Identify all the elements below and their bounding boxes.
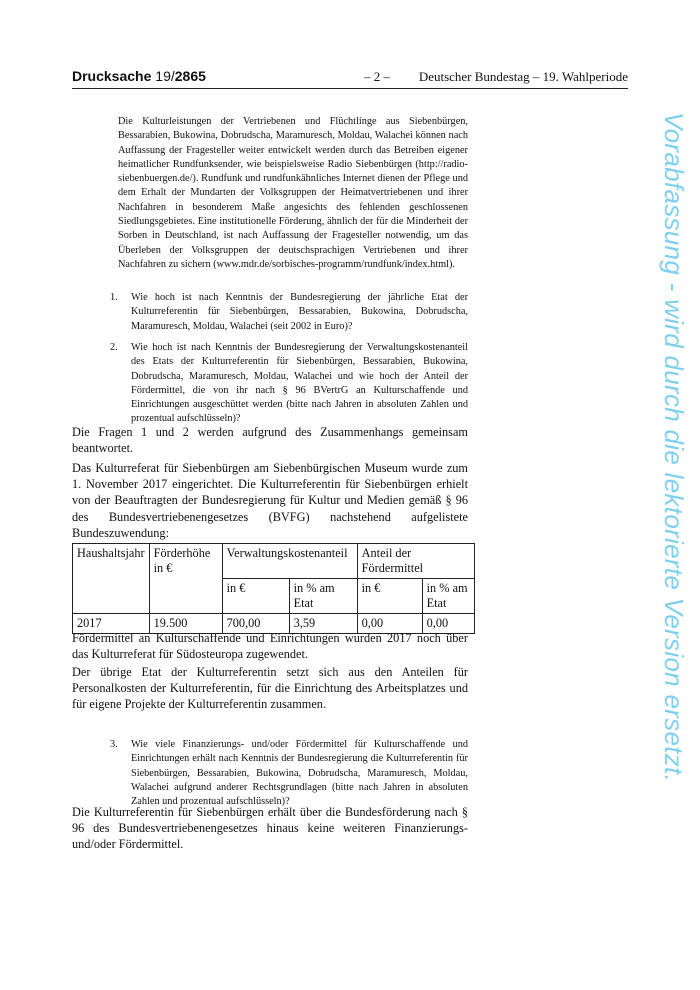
question-2 [110,341,468,427]
table-cell: 2017 [73,614,150,634]
question-text: Wie hoch ist nach Kenntnis der Bundesregierung der jährliche Etat der Kulturreferentin für Siebenbürgen, Bessarabien, Bukowina, Dobrudscha, Maramuresch, Moldau, Walachei (seit 2002 in Euro)? [131,292,468,332]
table-subheader-cell: in € [222,579,289,614]
answer-paragraph: Die Kulturreferentin für Siebenbürgen erhält über die Bundesförderung nach § 96 des Bundesvertriebenengesetzes hinaus keine weiteren Finanzierungs- und/oder Fördermittel. [72,805,468,852]
table-cell: 19.500 [149,614,222,634]
answer-paragraph: Fördermittel an Kulturschaffende und Einrichtungen wurden 2017 noch über das Kulturreferat für Südosteuropa zugewendet. [72,631,468,662]
table-cell: 0,00 [357,614,422,634]
question-1 [110,291,468,334]
table-subheader-cell: in % am Etat [422,579,474,614]
table-cell: 700,00 [222,614,289,634]
table-header-cell: Verwaltungskostenanteil [222,544,357,579]
question-text: Wie viele Finanzierungs- und/oder Fördermittel für Kulturschaffende und Einrichtungen erhält nach Kenntnis der Bundesregierung die Kulturreferentin für Siebenbürgen, Bessarabien, Bukowina, Dobrudscha, Maramuresch, Moldau, Walachei aufgrund anderer Rechtsgrundlagen (bitte nach Jahren in absoluten Zahlen und prozentual aufschlüsseln)? [131,739,468,808]
table-subheader-cell: in € [357,579,422,614]
table-subheader-cell: in % am Etat [289,579,357,614]
table-cell: 0,00 [422,614,474,634]
document-number: Drucksache 19/2865 [72,68,206,84]
page-number: – 2 – [364,69,390,84]
table-cell: 3,59 [289,614,357,634]
answer-paragraph: Die Fragen 1 und 2 werden aufgrund des Zusammenhangs gemeinsam beantwortet. [72,425,468,456]
table-header-cell: Anteil der Fördermittel [357,544,474,579]
funding-table [72,543,475,634]
parliament-period: Deutscher Bundestag – 19. Wahlperiode [418,69,628,84]
table-header-cell: Haushaltsjahr [73,544,150,614]
answer-paragraph: Das Kulturreferat für Siebenbürgen am Siebenbürgischen Museum wurde zum 1. November 2017 eingerichtet. Die Kulturreferentin für Siebenbürgen erhielt von der Beauftragten der Bundesregierung für Kultur und Medien gemäß § 96 des Bundesvertriebenengesetzes (BVFG) nachstehend aufgelistete Bundeszuwendung: [72,461,468,540]
question-text: Wie hoch ist nach Kenntnis der Bundesregierung der Verwaltungskostenanteil des Etats der Kulturreferentin für Siebenbürgen, Bessarabien, Bukowina, Dobrudscha, Maramuresch, Moldau, Walachei und wie hoch der Anteil der Fördermittel, die von ihr nach § 96 BVertrG an Kulturschaffende und Einrichtungen ausgeschüttet werden (bitte nach Jahren in absoluten Zahlen und prozentual aufschlüsseln)? [131,342,468,425]
answer-paragraph: Der übrige Etat der Kulturreferentin setzt sich aus den Anteilen für Personalkosten der Kulturreferentin, für die Einrichtung des Arbeitsplatzes und für eigene Projekte der Kulturreferentin zusammen. [72,665,468,712]
intro-paragraph: Die Kulturleistungen der Vertriebenen und Flüchtlinge aus Siebenbürgen, Bessarabien, Bukowina, Dobrudscha, Maramuresch, Moldau, Walachei können nach Auffassung der Fragesteller weiter entwickelt werden durch das Betreiben eigener heimatlicher Rundfunksender, wie beispielsweise Radio Siebenbürgen (http://radio-siebenbuergen.de/). Rundfunk und rundfunkähnliches Internet dienen der Pflege und dem Erhalt der Mundarten der Volksgruppen der Heimatvertriebenen und ihrer Nachfahren in besonderem Maße angesichts des fehlenden geschlossenen Siedlungsgebietes. Eine institutionelle Förderung, ähnlich der für die Minderheit der Sorben in Deutschland, ist nach Auffassung der Fragesteller notwendig, um das Überleben der Volksgruppen der deutschsprachigen Vertriebenen und ihrer Nachfahren zu sichern (www.mdr.de/sorbisches-programm/rundfunk/index.html). [118,116,468,270]
question-number: 2. [110,342,118,353]
page-header [72,68,628,89]
question-number: 1. [110,292,118,303]
question-3 [110,738,468,809]
draft-watermark: Vorabfassung - wird durch die lektorierte Version ersetzt. [659,112,689,783]
question-number: 3. [110,739,118,750]
table-header-cell: Förderhöhe in € [149,544,222,614]
